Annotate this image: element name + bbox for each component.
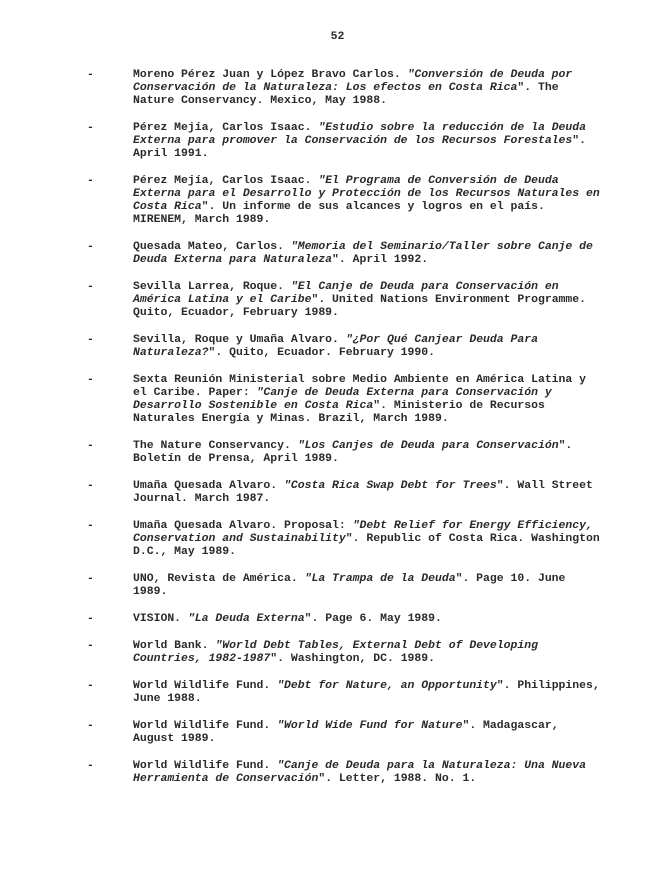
reference-line <box>133 492 647 505</box>
reference-line <box>133 759 647 772</box>
reference-text: Umaña Quesada Alvaro. Proposal: <box>133 519 353 532</box>
reference-entry <box>87 612 647 625</box>
reference-text: D.C., May 1989. <box>133 545 236 558</box>
reference-text: ". <box>572 134 587 147</box>
reference-text: ". <box>558 439 573 452</box>
reference-text: 1989. <box>133 585 168 598</box>
reference-entry <box>87 572 647 598</box>
bullet-dash: - <box>87 174 94 187</box>
reference-text: Nature Conservancy. Mexico, May 1988. <box>133 94 387 107</box>
reference-line <box>133 373 647 386</box>
reference-entry <box>87 373 647 425</box>
bullet-dash: - <box>87 240 94 253</box>
bullet-dash: - <box>87 479 94 492</box>
bullet-dash: - <box>87 759 94 772</box>
reference-text: World Wildlife Fund. <box>133 719 278 732</box>
reference-line <box>133 134 647 147</box>
reference-title-text: Naturaleza? <box>133 346 209 359</box>
reference-entry <box>87 719 647 745</box>
reference-text: Journal. March 1987. <box>133 492 271 505</box>
reference-text: Sevilla Larrea, Roque. <box>133 280 291 293</box>
bullet-dash: - <box>87 121 94 134</box>
reference-text: Pérez Mejía, Carlos Isaac. <box>133 121 319 134</box>
reference-line <box>133 346 647 359</box>
reference-title-text: "¿Por Qué Canjear Deuda Para <box>345 333 538 346</box>
reference-title-text: "World Wide Fund for Nature <box>277 719 463 732</box>
reference-text: Sexta Reunión Ministerial sobre Medio Ambiente en América Latina y <box>133 373 586 386</box>
reference-line <box>133 572 647 585</box>
reference-line <box>133 692 647 705</box>
reference-text: World Wildlife Fund. <box>133 679 278 692</box>
reference-text: April 1991. <box>133 147 209 160</box>
reference-title-text: Conservation and Sustainability <box>133 532 346 545</box>
reference-line <box>133 612 647 625</box>
reference-title-text: Externa para el Desarrollo y Protección de los Recursos Naturales en <box>133 187 600 200</box>
reference-text: Quesada Mateo, Carlos. <box>133 240 291 253</box>
reference-title-text: América Latina y el Caribe <box>133 293 312 306</box>
reference-line <box>133 147 647 160</box>
reference-line <box>133 519 647 532</box>
reference-text: ". April 1992. <box>332 253 429 266</box>
reference-line <box>133 121 647 134</box>
reference-entry <box>87 439 647 465</box>
reference-line <box>133 652 647 665</box>
reference-text: Boletín de Prensa, April 1989. <box>133 452 339 465</box>
reference-line <box>133 585 647 598</box>
reference-line <box>133 174 647 187</box>
reference-title-text: "La Deuda Externa <box>187 612 305 625</box>
reference-line <box>133 412 647 425</box>
reference-title-text: "El Canje de Deuda para Conservación en <box>290 280 559 293</box>
reference-line <box>133 306 647 319</box>
reference-title-text: Countries, 1982-1987 <box>133 652 271 665</box>
reference-title-text: Externa para promover la Conservación de los Recursos Forestales <box>133 134 573 147</box>
bullet-dash: - <box>87 612 94 625</box>
reference-text: UNO, Revista de América. <box>133 572 305 585</box>
reference-text: ". Page 6. May 1989. <box>304 612 442 625</box>
reference-text: ". Republic of Costa Rica. Washington <box>345 532 600 545</box>
reference-list <box>87 68 647 799</box>
bullet-dash: - <box>87 280 94 293</box>
reference-entry <box>87 68 647 107</box>
bullet-dash: - <box>87 373 94 386</box>
reference-line <box>133 732 647 745</box>
reference-title-text: "Debt Relief for Energy Efficiency, <box>352 519 593 532</box>
reference-title-text: "Conversión de Deuda por <box>407 68 573 81</box>
page-number: 52 <box>330 30 345 43</box>
reference-text: Moreno Pérez Juan y López Bravo Carlos. <box>133 68 408 81</box>
reference-title-text: Deuda Externa para Naturaleza <box>133 253 333 266</box>
reference-title-text: "Debt for Nature, an Opportunity <box>277 679 497 692</box>
reference-text: World Wildlife Fund. <box>133 759 278 772</box>
reference-text: Sevilla, Roque y Umaña Alvaro. <box>133 333 346 346</box>
reference-title-text: "Estudio sobre la reducción de la Deuda <box>318 121 587 134</box>
reference-text: Naturales Energía y Minas. Brazil, March 1989. <box>133 412 449 425</box>
bullet-dash: - <box>87 572 94 585</box>
reference-title-text: "Canje de Deuda para la Naturaleza: Una Nueva <box>277 759 587 772</box>
bullet-dash: - <box>87 679 94 692</box>
reference-title-text: "Canje de Deuda Externa para Conservación y <box>256 386 552 399</box>
reference-line <box>133 253 647 266</box>
reference-text: ". Letter, 1988. No. 1. <box>318 772 477 785</box>
reference-text: ". Philippines, <box>496 679 600 692</box>
reference-entry <box>87 240 647 266</box>
reference-line <box>133 479 647 492</box>
reference-text: VISION. <box>133 612 188 625</box>
bullet-dash: - <box>87 333 94 346</box>
reference-line <box>133 280 647 293</box>
reference-line <box>133 772 647 785</box>
reference-line <box>133 639 647 652</box>
reference-text: Quito, Ecuador, February 1989. <box>133 306 339 319</box>
reference-text: el Caribe. Paper: <box>133 386 257 399</box>
reference-line <box>133 68 647 81</box>
reference-title-text: "Los Canjes de Deuda para Conservación <box>297 439 559 452</box>
reference-line <box>133 187 647 200</box>
reference-text: ". Ministerio de Recursos <box>373 399 545 412</box>
reference-line <box>133 81 647 94</box>
reference-title-text: Herramienta de Conservación <box>133 772 319 785</box>
reference-line <box>133 452 647 465</box>
reference-title-text: "Memoria del Seminario/Taller sobre Canje de <box>290 240 593 253</box>
reference-text: The Nature Conservancy. <box>133 439 298 452</box>
reference-title-text: Costa Rica <box>133 200 202 213</box>
reference-title-text: "La Trampa de la Deuda <box>304 572 456 585</box>
reference-title-text: "Costa Rica Swap Debt for Trees <box>284 479 497 492</box>
reference-entry <box>87 479 647 505</box>
reference-text: ". Quito, Ecuador. February 1990. <box>208 346 435 359</box>
reference-text: Umaña Quesada Alvaro. <box>133 479 284 492</box>
reference-entry <box>87 174 647 226</box>
bullet-dash: - <box>87 519 94 532</box>
bullet-dash: - <box>87 68 94 81</box>
reference-entry <box>87 679 647 705</box>
reference-line <box>133 200 647 213</box>
reference-entry <box>87 333 647 359</box>
reference-title-text: Conservación de la Naturaleza: Los efectos en Costa Rica <box>133 81 518 94</box>
reference-entry <box>87 280 647 319</box>
reference-text: ". The <box>517 81 559 94</box>
reference-text: ". Wall Street <box>496 479 593 492</box>
reference-entry <box>87 121 647 160</box>
reference-line <box>133 532 647 545</box>
reference-line <box>133 240 647 253</box>
bullet-dash: - <box>87 639 94 652</box>
reference-text: June 1988. <box>133 692 202 705</box>
bullet-dash: - <box>87 439 94 452</box>
reference-line <box>133 545 647 558</box>
reference-text: ". Un informe de sus alcances y logros en el país. <box>201 200 545 213</box>
reference-text: ". Madagascar, <box>462 719 559 732</box>
reference-title-text: "El Programa de Conversión de Deuda <box>318 174 559 187</box>
reference-title-text: Desarrollo Sostenible en Costa Rica <box>133 399 374 412</box>
reference-entry <box>87 639 647 665</box>
reference-text: World Bank. <box>133 639 216 652</box>
reference-line <box>133 439 647 452</box>
reference-line <box>133 386 647 399</box>
reference-line <box>133 399 647 412</box>
reference-text: Pérez Mejía, Carlos Isaac. <box>133 174 319 187</box>
reference-text: ". Page 10. June <box>455 572 566 585</box>
reference-text: MIRENEM, March 1989. <box>133 213 271 226</box>
bullet-dash: - <box>87 719 94 732</box>
reference-entry <box>87 759 647 785</box>
reference-line <box>133 293 647 306</box>
reference-title-text: "World Debt Tables, External Debt of Developing <box>215 639 538 652</box>
reference-line <box>133 719 647 732</box>
reference-entry <box>87 519 647 558</box>
reference-line <box>133 213 647 226</box>
reference-line <box>133 94 647 107</box>
reference-text: ". United Nations Environment Programme. <box>311 293 587 306</box>
reference-line <box>133 679 647 692</box>
reference-text: ". Washington, DC. 1989. <box>270 652 436 665</box>
reference-text: August 1989. <box>133 732 216 745</box>
reference-line <box>133 333 647 346</box>
